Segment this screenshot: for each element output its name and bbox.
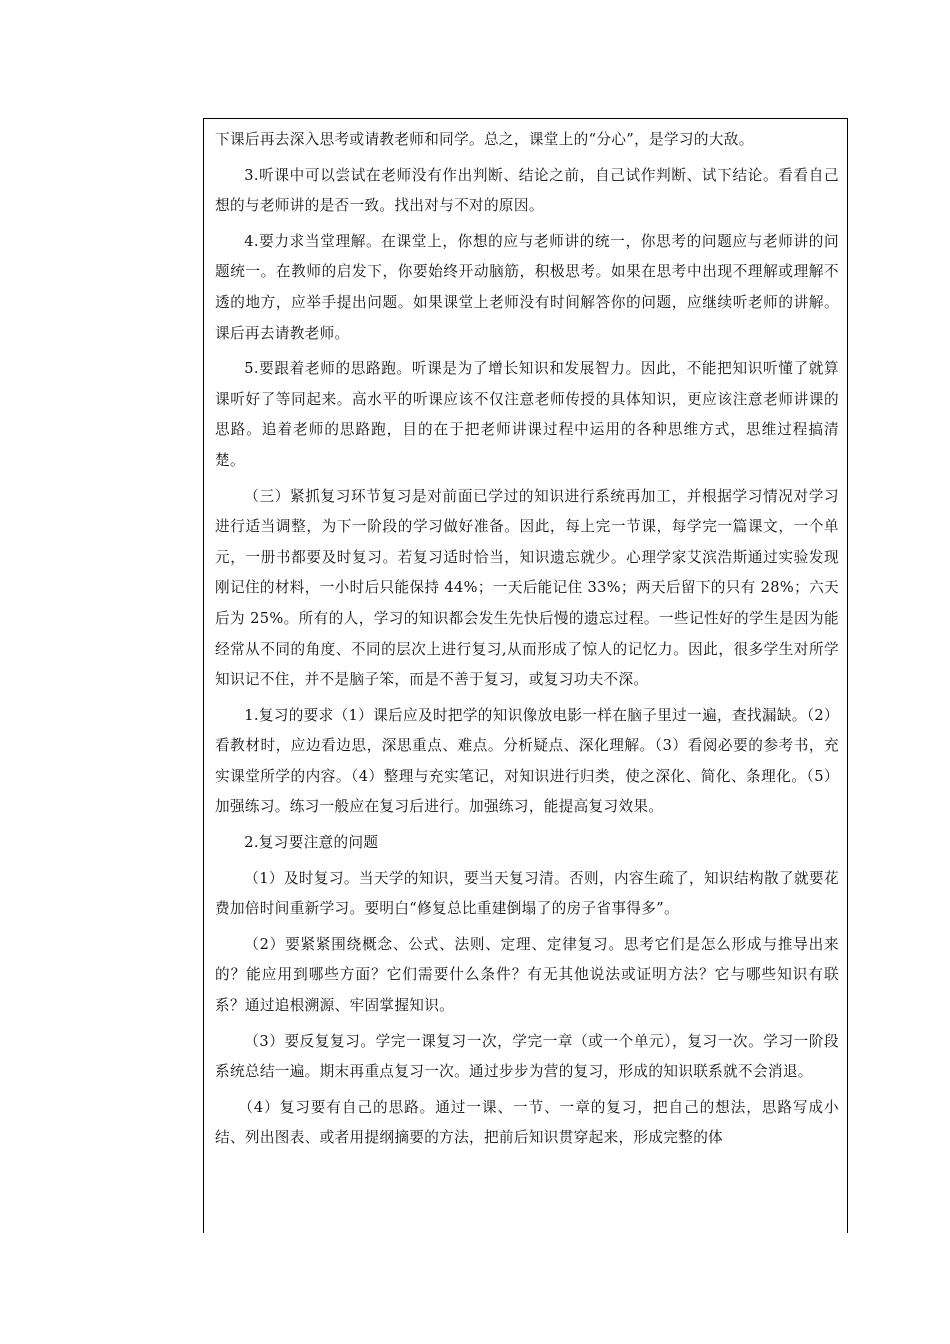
paragraph-3: 5.要跟着老师的思路跑。听课是为了增长知识和发展智力。因此，不能把知识听懂了就算课听好了等同起来。高水平的听课应该不仅注意老师传授的具体知识，更应该注意老师讲课的思路。追着老师的思路跑，目的在于把老师讲课过程中运用的各种思维方式，思维过程搞清楚。 xyxy=(215,360,839,469)
paragraph-7: （1）及时复习。当天学的知识，要当天复习清。否则，内容生疏了，知识结构散了就要花费加倍时间重新学习。要明白“修复总比重建倒塌了的房子省事得多”。 xyxy=(215,869,839,918)
paragraph-10: （4）复习要有自己的思路。通过一课、一节、一章的复习，把自己的想法，思路写成小结、列出图表、或者用提纲摘要的方法，把前后知识贯穿起来，形成完整的体 xyxy=(215,1098,839,1147)
paragraph-8: （2）要紧紧围绕概念、公式、法则、定理、定律复习。思考它们是怎么形成与推导出来的？能应用到哪些方面？它们需要什么条件？有无其他说法或证明方法？它与哪些知识有联系？通过追根溯源、牢固掌握知识。 xyxy=(215,935,839,1015)
paragraph-2: 4.要力求当堂理解。在课堂上，你想的应与老师讲的统一，你思考的问题应与老师讲的问题统一。在教师的启发下，你要始终开动脑筋，积极思考。如果在思考中出现不理解或理解不透的地方，应举手提出问题。如果课堂上老师没有时间解答你的问题，应继续听老师的讲解。课后再去请教老师。 xyxy=(215,232,839,342)
paragraph-4: （三）紧抓复习环节复习是对前面已学过的知识进行系统再加工，并根据学习情况对学习进行适当调整，为下一阶段的学习做好准备。因此，每上完一节课，每学完一篇课文，一个单元，一册书都要及时复习。若复习适时恰当，知识遗忘就少。心理学家艾滨浩斯通过实验发现刚记住的材料，一小时后只能保持 44%；一天后能记住 33%；两天后留下的只有 28%；六天后为 25%。所有的人，学习的知识都会发生先快后慢的遗忘过程。一些记性好的学生是因为能经常从不同的角度、不同的层次上进行复习,从而形成了惊人的记忆力。因此，很多学生对所学知识记不住，并不是脑子笨，而是不善于复习，或复习功夫不深。 xyxy=(215,487,839,689)
document-body xyxy=(215,125,839,1159)
paragraph-1: 3.听课中可以尝试在老师没有作出判断、结论之前，自己试作判断、试下结论。看看自己想的与老师讲的是否一致。找出对与不对的原因。 xyxy=(215,166,839,215)
paragraph-6: 2.复习要注意的问题 xyxy=(244,834,379,852)
paragraph-0: 下课后再去深入思考或请教老师和同学。总之，课堂上的“分心”，是学习的大敌。 xyxy=(215,131,754,148)
paragraph-5: 1.复习的要求（1）课后应及时把学的知识像放电影一样在脑子里过一遍，查找漏缺。（2）看教材时，应边看边思，深思重点、难点。分析疑点、深化理解。（3）看阅必要的参考书，充实课堂所学的内容。（4）整理与充实笔记，对知识进行归类，使之深化、简化、条理化。（5）加强练习。练习一般应在复习后进行。加强练习，能提高复习效果。 xyxy=(215,706,839,816)
paragraph-9: （3）要反复复习。学完一课复习一次，学完一章（或一个单元），复习一次。学习一阶段系统总结一遍。期末再重点复习一次。通过步步为营的复习，形成的知识联系就不会消退。 xyxy=(215,1032,839,1081)
document-table-cell xyxy=(203,118,848,1233)
